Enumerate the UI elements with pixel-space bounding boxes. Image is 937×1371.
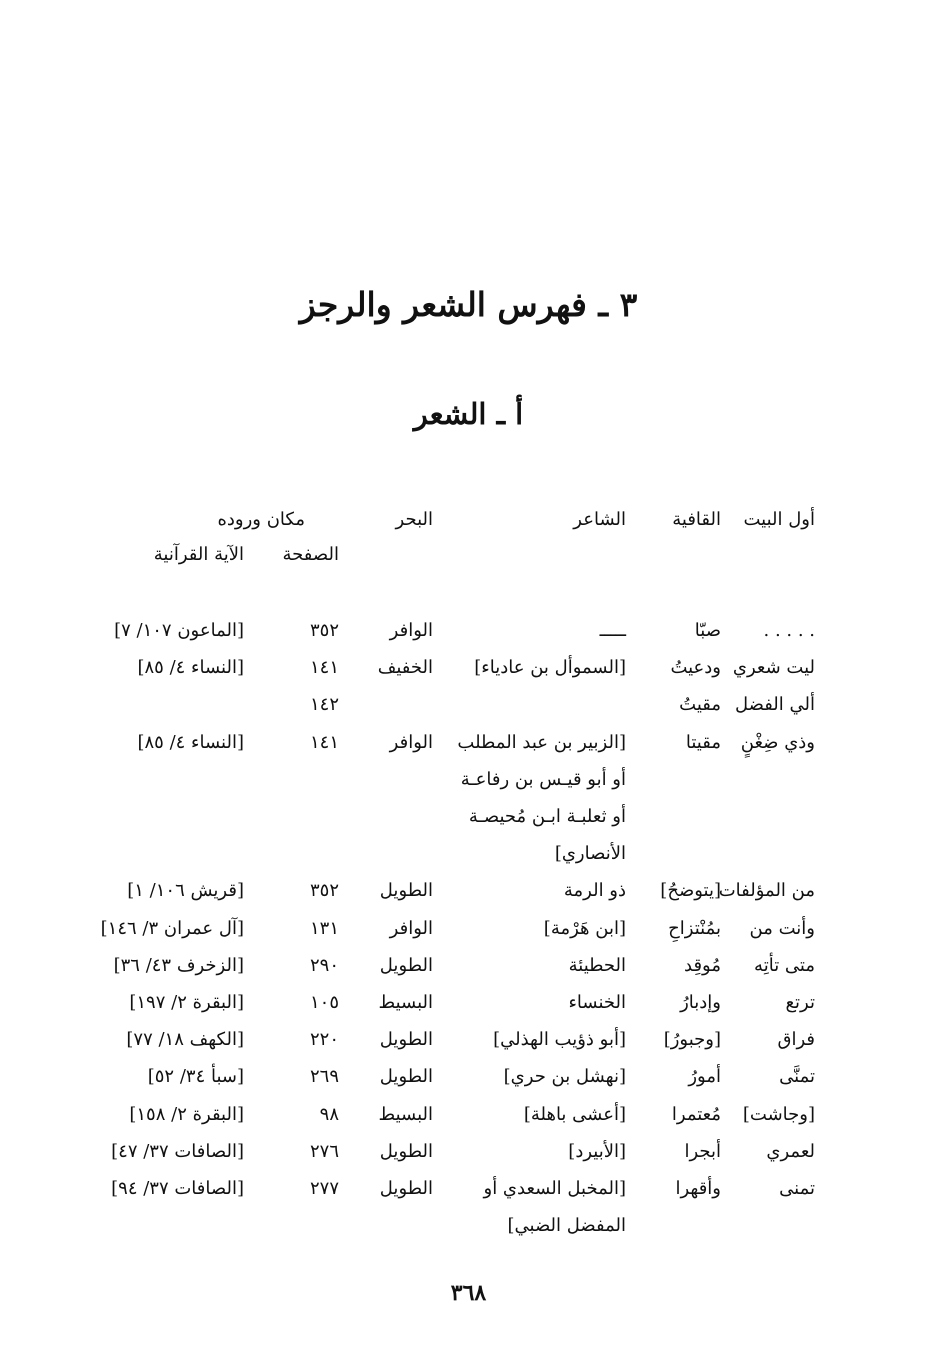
row-cell-first: ألي الفضل (734, 694, 815, 716)
row-cell-first: . . . . . (763, 620, 815, 641)
row-cell-first: من المؤلفات (718, 880, 815, 902)
row-cell-first: فراق (777, 1029, 815, 1051)
row-cell-poet: [أعشى باهلة] (523, 1103, 626, 1125)
row-cell-page: ١٤٢ (309, 694, 339, 716)
row-cell-page: ٢٧٦ (309, 1140, 339, 1162)
row-cell-rhyme: صبّا (694, 620, 721, 641)
row-cell-rhyme: ودعيتُ (670, 657, 721, 679)
row-cell-rhyme: [وجبورُ] (663, 1029, 721, 1051)
row-cell-first: ترتع (785, 992, 815, 1013)
header-page: الصفحة (282, 544, 339, 565)
row-cell-poet: [الزبير بن عبد المطلب (457, 731, 626, 753)
row-cell-poet: أو ثعلبـة ابـن مُحيصـة (468, 806, 626, 827)
row-cell-page: ٢٩٠ (309, 954, 339, 976)
row-cell-meter: الوافر (389, 620, 433, 641)
row-cell-page: ٢٦٩ (309, 1066, 339, 1088)
row-cell-verse: [سبأ ٣٤/ ٥٢] (147, 1066, 244, 1088)
row-cell-rhyme: وإدبارُ (680, 992, 721, 1013)
row-cell-meter: الطويل (379, 1178, 433, 1199)
row-cell-verse: [البقرة ٢/ ١٩٧] (129, 992, 244, 1013)
row-cell-verse: [النساء ٤/ ٨٥] (137, 657, 244, 679)
row-cell-poet: أو أبو قيـس بن رفاعـة (460, 768, 626, 790)
header-first-line: أول البيت (743, 509, 815, 530)
section-title: أ ـ الشعر (413, 397, 524, 431)
row-cell-meter: الطويل (379, 880, 433, 902)
row-cell-page: ٢٧٧ (309, 1178, 339, 1199)
row-cell-verse: [آل عمران ٣/ ١٤٦] (100, 917, 244, 939)
row-cell-page: ٩٨ (319, 1103, 339, 1125)
row-cell-meter: البسيط (378, 992, 433, 1013)
row-cell-verse: [البقرة ٢/ ١٥٨] (129, 1103, 244, 1125)
row-cell-rhyme: مقيتا (685, 731, 721, 753)
row-cell-rhyme: أبجرا (684, 1140, 721, 1162)
row-cell-first: تمنَّى (779, 1066, 815, 1088)
row-cell-verse: [الصافات ٣٧/ ٤٧] (111, 1140, 244, 1162)
row-cell-verse: [الكهف ١٨/ ٧٧] (126, 1029, 244, 1051)
row-cell-poet: [أبو ذؤيب الهذلي] (493, 1029, 626, 1051)
row-cell-meter: الطويل (379, 1029, 433, 1051)
row-cell-meter: البسيط (378, 1103, 433, 1125)
row-cell-verse: [النساء ٤/ ٨٥] (137, 731, 244, 753)
row-cell-first: وذي ضِغْنٍ (740, 731, 815, 753)
row-cell-poet: [الأبيرد] (568, 1140, 626, 1162)
row-cell-first: وأنت من (749, 917, 815, 939)
row-cell-verse: [الماعون ١٠٧/ ٧] (114, 620, 244, 641)
row-cell-rhyme: [يتوضحُ] (660, 880, 721, 902)
row-cell-poet: الأنصاري] (554, 843, 626, 865)
row-cell-rhyme: مُعتمرا (671, 1103, 721, 1125)
row-cell-poet: ذو الرمة (563, 880, 626, 902)
row-cell-poet: ـــــ (599, 620, 626, 641)
row-cell-poet: [نهشل بن حري] (503, 1066, 626, 1088)
row-cell-meter: الوافر (389, 731, 433, 753)
row-cell-first: تمنى (779, 1178, 815, 1199)
row-cell-verse: [قريش ١٠٦/ ١] (127, 880, 244, 902)
row-cell-rhyme: مقيتُ (679, 694, 721, 716)
row-cell-first: [وجاشت] (742, 1103, 815, 1125)
row-cell-poet: [المخبل السعدي أو (483, 1178, 626, 1199)
row-cell-first: ليت شعري (732, 657, 815, 679)
row-cell-verse: [الزخرف ٤٣/ ٣٦] (113, 954, 244, 976)
row-cell-page: ٣٥٢ (309, 620, 339, 641)
header-meter: البحر (395, 509, 433, 530)
row-cell-rhyme: مُوقِد (684, 954, 721, 976)
header-poet: الشاعر (573, 509, 626, 530)
row-cell-rhyme: وأقهرا (675, 1178, 721, 1199)
row-cell-page: ١٤١ (309, 657, 339, 679)
row-cell-first: لعمري (766, 1140, 815, 1162)
row-cell-first: متى تأتِه (754, 954, 815, 976)
row-cell-poet: الحطيئة (568, 954, 626, 976)
row-cell-page: ١٣١ (309, 917, 339, 939)
row-cell-verse: [الصافات ٣٧/ ٩٤] (111, 1178, 244, 1199)
header-rhyme: القافية (672, 509, 721, 530)
index-title: ٣ ـ فهرس الشعر والرجز (299, 285, 638, 324)
row-cell-poet: المفضل الضبي] (507, 1215, 626, 1237)
row-cell-poet: [السموأل بن عادياء] (474, 657, 626, 679)
row-cell-page: ٣٥٢ (309, 880, 339, 902)
page-number: ٣٦٨ (450, 1280, 487, 1306)
row-cell-page: ١٤١ (309, 731, 339, 753)
row-cell-meter: الخفيف (377, 657, 433, 679)
header-verse: الآية القرآنية (153, 544, 244, 565)
header-location: مكان وروده (217, 509, 305, 530)
row-cell-meter: الطويل (379, 1066, 433, 1088)
row-cell-meter: الطويل (379, 954, 433, 976)
row-cell-page: ٢٢٠ (309, 1029, 339, 1051)
row-cell-rhyme: بمُنْتزاحِ (668, 917, 721, 939)
row-cell-poet: [ابن هَرْمة] (543, 917, 626, 939)
row-cell-meter: الطويل (379, 1140, 433, 1162)
row-cell-poet: الخنساء (568, 992, 626, 1013)
row-cell-rhyme: أمورُ (688, 1066, 721, 1088)
row-cell-page: ١٠٥ (309, 992, 339, 1013)
row-cell-meter: الوافر (389, 917, 433, 939)
